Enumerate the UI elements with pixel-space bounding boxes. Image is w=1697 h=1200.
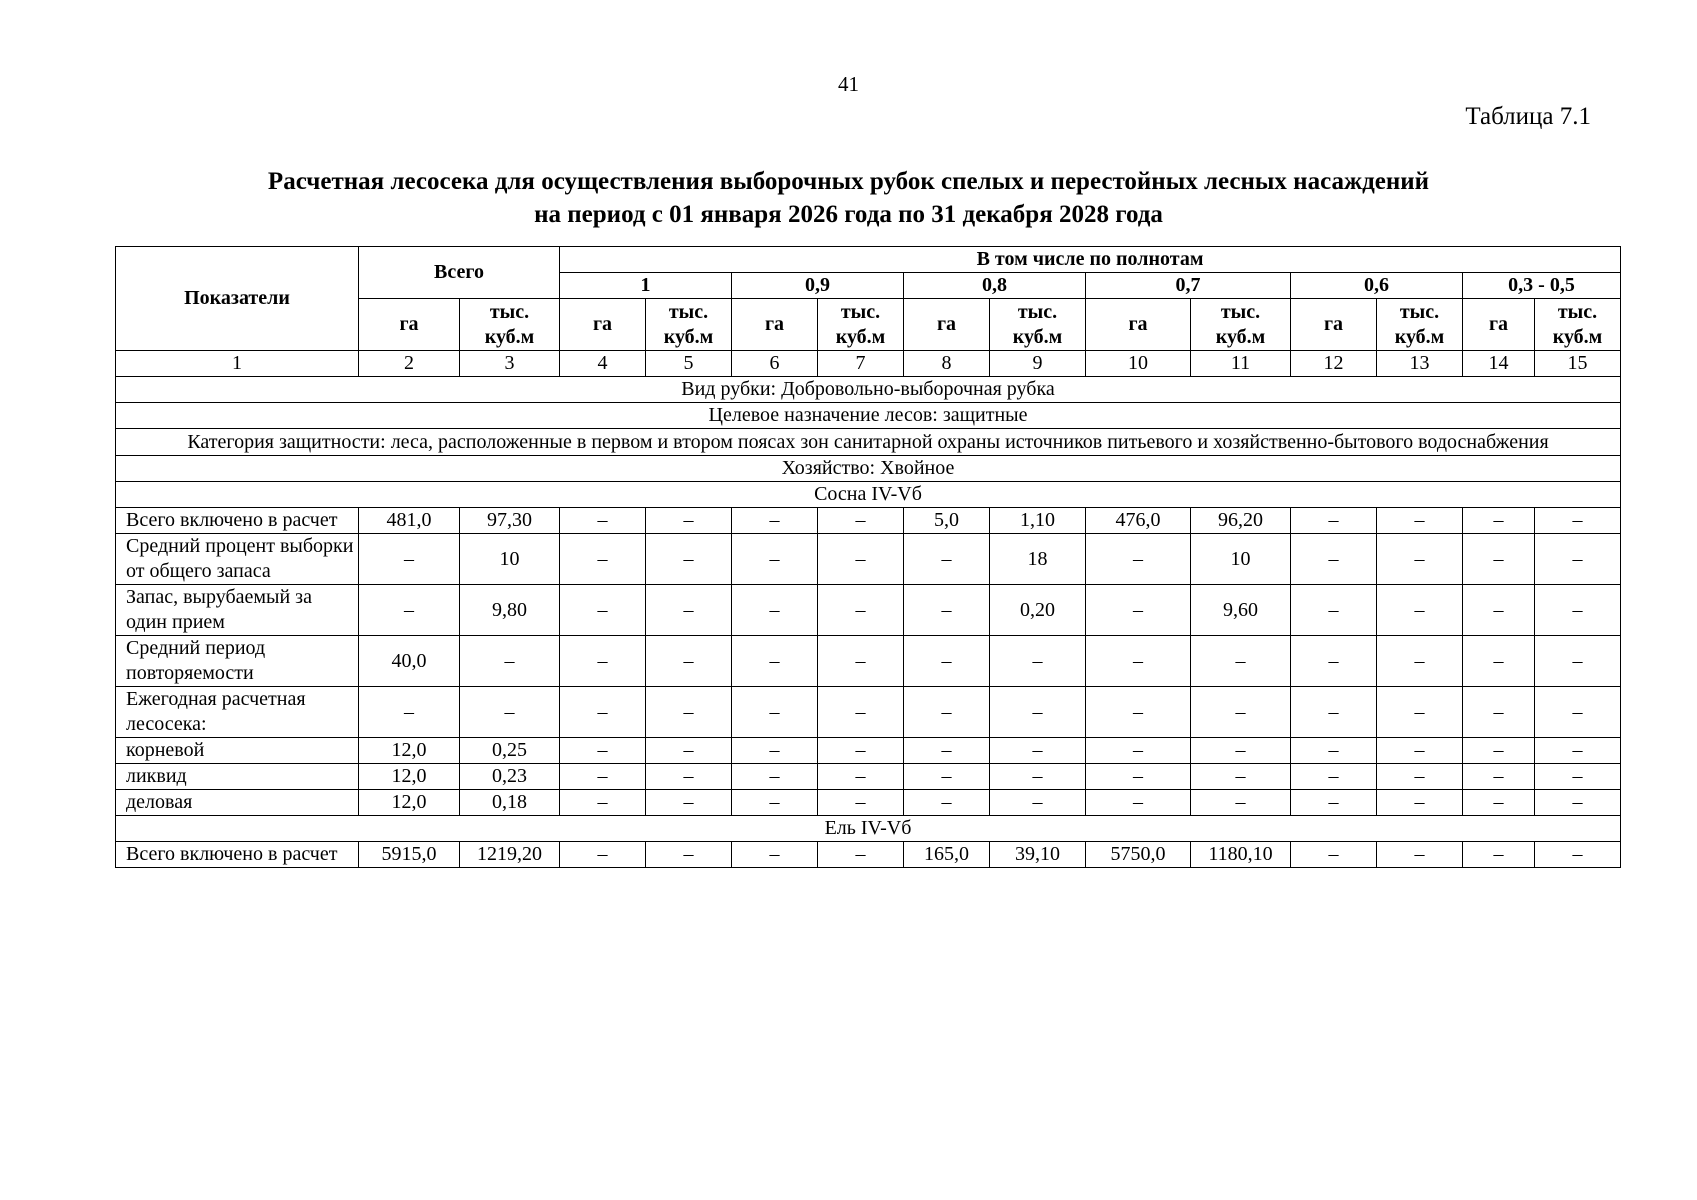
header-unit-volume: [460, 299, 560, 351]
table-cell: –: [904, 636, 990, 687]
table-cell: –: [818, 738, 904, 764]
table-cell: –: [1535, 508, 1621, 534]
table-cell: 96,20: [1191, 508, 1291, 534]
table-cell: –: [1291, 585, 1377, 636]
header-unit-volume-line-2: куб.м: [1394, 325, 1445, 348]
column-number: 6: [732, 351, 818, 377]
header-unit-volume: [818, 299, 904, 351]
table-cell: –: [646, 842, 732, 868]
table-cell: –: [1191, 636, 1291, 687]
section-forest-purpose: Целевое назначение лесов: защитные: [116, 403, 1621, 429]
table-row: [116, 790, 1621, 816]
table-cell: 165,0: [904, 842, 990, 868]
table-cell: –: [1463, 687, 1535, 738]
table-row: [116, 687, 1621, 738]
column-number: 12: [1291, 351, 1377, 377]
table-cell: –: [1463, 508, 1535, 534]
table-cell: 0,18: [460, 790, 560, 816]
group-pine: Сосна IV-Vб: [116, 482, 1621, 508]
table-cell: –: [1191, 687, 1291, 738]
table-cell: –: [646, 508, 732, 534]
table-cell: 1219,20: [460, 842, 560, 868]
table-row: [116, 842, 1621, 868]
table-cell: –: [732, 636, 818, 687]
table-cell: 12,0: [359, 764, 460, 790]
table-cell: –: [560, 790, 646, 816]
table-cell: –: [1535, 534, 1621, 585]
table-cell: –: [359, 534, 460, 585]
table-row: [116, 738, 1621, 764]
table-cell: –: [990, 738, 1086, 764]
table-cell: –: [1291, 508, 1377, 534]
table-title-line-2: на период с 01 января 2026 года по 31 декабря 2028 года: [534, 201, 1163, 228]
table-cell: –: [732, 508, 818, 534]
table-cell: 18: [990, 534, 1086, 585]
table-cell: –: [1463, 585, 1535, 636]
table-title-line-1: Расчетная лесосека для осуществления выборочных рубок спелых и перестойных лесных насаждений: [267, 168, 1430, 195]
table-cell: –: [1377, 508, 1463, 534]
table-cell: –: [1086, 687, 1191, 738]
table-cell: –: [560, 738, 646, 764]
table-cell: –: [1377, 636, 1463, 687]
table-cell: –: [732, 738, 818, 764]
table-cell: –: [1086, 534, 1191, 585]
header-unit-volume: [990, 299, 1086, 351]
table-cell: –: [732, 764, 818, 790]
table-cell: –: [1377, 687, 1463, 738]
column-number: 5: [646, 351, 732, 377]
column-number: 10: [1086, 351, 1191, 377]
column-number: 11: [1191, 351, 1291, 377]
table-cell: –: [560, 534, 646, 585]
column-number: 7: [818, 351, 904, 377]
table-cell: –: [1535, 764, 1621, 790]
row-label: Средний процент выборки от общего запаса: [116, 534, 359, 585]
table-cell: –: [560, 585, 646, 636]
table-cell: –: [1191, 790, 1291, 816]
header-unit-volume-line-2: куб.м: [1215, 325, 1266, 348]
table-cell: 5915,0: [359, 842, 460, 868]
table-cell: –: [732, 842, 818, 868]
table-cell: –: [1291, 764, 1377, 790]
table-cell: –: [1291, 842, 1377, 868]
table-cell: –: [1463, 636, 1535, 687]
header-unit-volume-line-1: тыс.: [1557, 300, 1598, 323]
table-cell: –: [1463, 790, 1535, 816]
header-density: 0,7: [1086, 273, 1291, 299]
allowable-cut-table: [115, 246, 1621, 868]
table-cell: 5,0: [904, 508, 990, 534]
column-number: 3: [460, 351, 560, 377]
table-cell: –: [904, 687, 990, 738]
table-cell: –: [990, 790, 1086, 816]
table-cell: –: [1535, 585, 1621, 636]
table-cell: 1,10: [990, 508, 1086, 534]
header-indicators: Показатели: [116, 247, 359, 351]
table-row: [116, 508, 1621, 534]
table-cell: –: [1086, 764, 1191, 790]
table-cell: –: [646, 585, 732, 636]
column-number: 1: [116, 351, 359, 377]
table-cell: –: [1086, 636, 1191, 687]
table-cell: –: [990, 687, 1086, 738]
table-cell: 39,10: [990, 842, 1086, 868]
table-cell: –: [646, 534, 732, 585]
table-cell: –: [1535, 687, 1621, 738]
header-including-by-density: В том числе по полнотам: [560, 247, 1621, 273]
table-cell: –: [1291, 636, 1377, 687]
table-cell: 0,25: [460, 738, 560, 764]
table-cell: –: [1291, 738, 1377, 764]
table-row: [116, 585, 1621, 636]
table-cell: –: [732, 790, 818, 816]
table-cell: –: [1291, 687, 1377, 738]
table-cell: –: [1377, 738, 1463, 764]
table-cell: –: [646, 687, 732, 738]
row-label: Средний период повторяемости: [116, 636, 359, 687]
table-cell: –: [1535, 842, 1621, 868]
header-density: 0,8: [904, 273, 1086, 299]
header-unit-volume-line-2: куб.м: [835, 325, 886, 348]
table-cell: –: [1535, 636, 1621, 687]
table-cell: –: [646, 764, 732, 790]
header-unit-volume-line-1: тыс.: [1220, 300, 1261, 323]
table-cell: –: [904, 534, 990, 585]
header-unit-volume-line-2: куб.м: [663, 325, 714, 348]
table-cell: 0,20: [990, 585, 1086, 636]
table-cell: 97,30: [460, 508, 560, 534]
table-header: [116, 247, 1621, 351]
table-cell: –: [646, 636, 732, 687]
header-unit-volume-line-2: куб.м: [484, 325, 535, 348]
table-cell: –: [818, 687, 904, 738]
table-cell: –: [818, 764, 904, 790]
table-cell: –: [1463, 842, 1535, 868]
header-unit-ha: га: [359, 299, 460, 351]
table-body: [116, 351, 1621, 508]
table-cell: –: [1377, 764, 1463, 790]
table-row: [116, 764, 1621, 790]
column-number: 13: [1377, 351, 1463, 377]
table-row: [116, 636, 1621, 687]
table-cell: –: [460, 687, 560, 738]
table-cell: –: [460, 636, 560, 687]
table-cell: 1180,10: [1191, 842, 1291, 868]
header-unit-volume-line-1: тыс.: [1017, 300, 1058, 323]
header-unit-volume-line-2: куб.м: [1012, 325, 1063, 348]
table-cell: –: [1291, 534, 1377, 585]
page-number: 41: [838, 72, 859, 96]
header-total: Всего: [359, 247, 560, 299]
table-cell: –: [560, 842, 646, 868]
table-cell: –: [1086, 790, 1191, 816]
header-unit-ha: га: [904, 299, 990, 351]
table-cell: 0,23: [460, 764, 560, 790]
header-unit-volume-line-1: тыс.: [668, 300, 709, 323]
table-cell: –: [359, 585, 460, 636]
column-number: 4: [560, 351, 646, 377]
table-cell: –: [1463, 534, 1535, 585]
header-density: 0,6: [1291, 273, 1463, 299]
table-cell: –: [818, 636, 904, 687]
table-cell: –: [1086, 738, 1191, 764]
row-label: Всего включено в расчет: [116, 842, 359, 868]
spruce-section: [116, 816, 1621, 842]
table-cell: –: [359, 687, 460, 738]
table-cell: –: [1191, 764, 1291, 790]
table-cell: –: [1535, 790, 1621, 816]
table-cell: –: [1535, 738, 1621, 764]
table-cell: 5750,0: [1086, 842, 1191, 868]
header-unit-ha: га: [1086, 299, 1191, 351]
pine-rows: [116, 508, 1621, 816]
row-label: деловая: [116, 790, 359, 816]
header-unit-ha: га: [1291, 299, 1377, 351]
header-unit-volume: [1191, 299, 1291, 351]
table-cell: –: [818, 842, 904, 868]
column-number: 15: [1535, 351, 1621, 377]
column-number: 14: [1463, 351, 1535, 377]
table-cell: –: [904, 790, 990, 816]
header-unit-volume-line-1: тыс.: [1399, 300, 1440, 323]
column-number: 2: [359, 351, 460, 377]
section-economy: Хозяйство: Хвойное: [116, 456, 1621, 482]
group-spruce: Ель IV-Vб: [116, 816, 1621, 842]
table-cell: –: [1377, 842, 1463, 868]
table-cell: –: [990, 764, 1086, 790]
table-cell: –: [904, 738, 990, 764]
table-cell: 12,0: [359, 738, 460, 764]
table-cell: –: [1377, 790, 1463, 816]
table-cell: –: [560, 764, 646, 790]
table-cell: 10: [1191, 534, 1291, 585]
header-unit-volume: [1377, 299, 1463, 351]
header-unit-ha: га: [732, 299, 818, 351]
header-unit-ha: га: [560, 299, 646, 351]
header-unit-volume: [646, 299, 732, 351]
table-cell: –: [732, 585, 818, 636]
table-cell: –: [818, 534, 904, 585]
table-cell: 10: [460, 534, 560, 585]
header-density: 0,9: [732, 273, 904, 299]
table-cell: –: [646, 790, 732, 816]
table-cell: –: [1291, 790, 1377, 816]
header-unit-volume-line-1: тыс.: [489, 300, 530, 323]
table-cell: 40,0: [359, 636, 460, 687]
table-cell: –: [646, 738, 732, 764]
table-cell: 9,60: [1191, 585, 1291, 636]
table-cell: –: [1463, 738, 1535, 764]
table-cell: –: [990, 636, 1086, 687]
section-cutting-type: Вид рубки: Добровольно-выборочная рубка: [116, 377, 1621, 403]
table-row: [116, 534, 1621, 585]
column-number: 8: [904, 351, 990, 377]
table-cell: –: [818, 508, 904, 534]
table-cell: –: [560, 636, 646, 687]
table-label: Таблица 7.1: [1465, 103, 1591, 130]
header-density: 0,3 - 0,5: [1463, 273, 1621, 299]
row-label: Ежегодная расчетная лесосека:: [116, 687, 359, 738]
header-unit-volume-line-2: куб.м: [1552, 325, 1603, 348]
table-cell: –: [560, 687, 646, 738]
row-label: ликвид: [116, 764, 359, 790]
table-cell: –: [1377, 534, 1463, 585]
row-label: корневой: [116, 738, 359, 764]
section-protection-category: Категория защитности: леса, расположенные в первом и втором поясах зон санитарной охраны источников питьевого и хозяйственно-бытового водоснабжения: [116, 429, 1621, 456]
header-unit-volume-line-1: тыс.: [840, 300, 881, 323]
column-number: 9: [990, 351, 1086, 377]
spruce-rows: [116, 842, 1621, 868]
table-cell: –: [1086, 585, 1191, 636]
header-unit-volume: [1535, 299, 1621, 351]
row-label: Запас, вырубаемый за один прием: [116, 585, 359, 636]
table-cell: 481,0: [359, 508, 460, 534]
table-cell: –: [1191, 738, 1291, 764]
table-cell: –: [1463, 764, 1535, 790]
table-cell: –: [1377, 585, 1463, 636]
table-cell: 9,80: [460, 585, 560, 636]
table-cell: –: [904, 764, 990, 790]
table-title: [0, 165, 1697, 231]
row-label: Всего включено в расчет: [116, 508, 359, 534]
table-cell: –: [904, 585, 990, 636]
table-cell: –: [560, 508, 646, 534]
table-cell: 476,0: [1086, 508, 1191, 534]
table-cell: –: [732, 687, 818, 738]
table-cell: –: [818, 585, 904, 636]
header-unit-ha: га: [1463, 299, 1535, 351]
header-density: 1: [560, 273, 732, 299]
table-cell: –: [818, 790, 904, 816]
table-cell: –: [732, 534, 818, 585]
table-cell: 12,0: [359, 790, 460, 816]
